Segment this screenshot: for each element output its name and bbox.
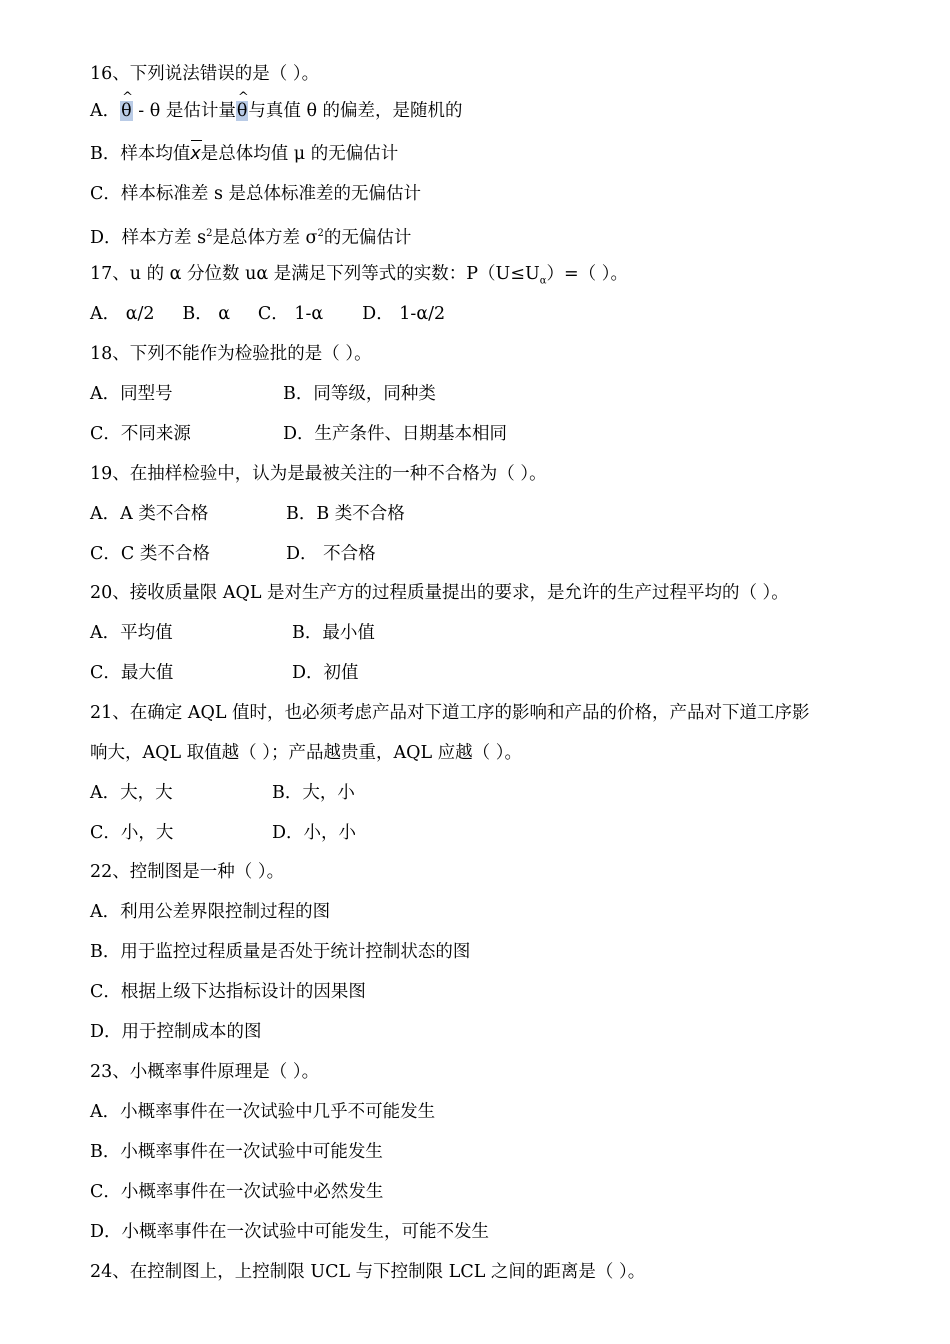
q21-option-a: A．大，大 [90, 783, 173, 803]
q22-option-b: B．用于监控过程质量是否处于统计控制状态的图 [90, 942, 471, 962]
q17-options: A． α/2 B． α C． 1-α D． 1-α/2 [90, 304, 446, 324]
q18-stem: 18、下列不能作为检验批的是（ ）。 [90, 344, 372, 364]
q23-stem: 23、小概率事件原理是（ ）。 [90, 1062, 320, 1082]
q23-option-a: A．小概率事件在一次试验中几乎不可能发生 [90, 1102, 436, 1122]
theta-hat-symbol: ^ θ [120, 101, 133, 121]
q16-option-a: A．^ θ - θ 是估计量^ θ与真值 θ 的偏差，是随机的 [90, 99, 463, 123]
q20-option-a: A．平均值 [90, 623, 173, 643]
q18-option-c: C．不同来源 [90, 424, 191, 444]
q16-option-c: C．样本标准差 s 是总体标准差的无偏估计 [90, 184, 421, 204]
q23-option-b: B．小概率事件在一次试验中可能发生 [90, 1142, 383, 1162]
q22-option-a: A．利用公差界限控制过程的图 [90, 902, 331, 922]
q20-option-b: B．最小值 [292, 623, 375, 643]
q20-option-d: D．初值 [292, 663, 359, 683]
q17-stem: 17、u 的 α 分位数 uα 是满足下列等式的实数：$P(U\le U_\alpha)=$（ ）。 [90, 264, 628, 287]
q22-option-c: C．根据上级下达指标设计的因果图 [90, 982, 366, 1002]
q16-option-d: D．样本方差 $s^2$是总体方差 $\sigma^2$的无偏估计 [90, 228, 412, 248]
q23-option-c: C．小概率事件在一次试验中必然发生 [90, 1182, 384, 1202]
q20-stem: 20、接收质量限 AQL 是对生产方的过程质量提出的要求，是允许的生产过程平均的（ ）。 [90, 583, 789, 603]
q23-option-d: D．小概率事件在一次试验中可能发生，可能不发生 [90, 1222, 490, 1242]
q19-option-d: D． 不合格 [286, 544, 376, 564]
q18-option-a: A．同型号 [90, 384, 173, 404]
q22-stem: 22、控制图是一种（ ）。 [90, 862, 285, 882]
q19-stem: 19、在抽样检验中，认为是最被关注的一种不合格为（ ）。 [90, 464, 547, 484]
q24-stem: 24、在控制图上，上控制限 UCL 与下控制限 LCL 之间的距离是（ ）。 [90, 1262, 646, 1282]
q21-option-d: D．小，小 [272, 823, 357, 843]
q22-option-d: D．用于控制成本的图 [90, 1022, 262, 1042]
q16-stem: 16、下列说法错误的是（ ）。 [90, 64, 320, 84]
q19-option-a: A．A 类不合格 [90, 504, 209, 524]
q19-option-b: B．B 类不合格 [286, 504, 405, 524]
q18-option-d: D．生产条件、日期基本相同 [283, 424, 508, 444]
q21-stem-line2: 响大，AQL 取值越（ ）；产品越贵重，AQL 应越（ ）。 [90, 743, 522, 763]
q20-option-c: C．最大值 [90, 663, 174, 683]
q21-option-b: B．大，小 [272, 783, 355, 803]
theta-hat-symbol: ^ θ [236, 101, 249, 121]
q18-option-b: B．同等级，同种类 [283, 384, 436, 404]
q16-option-b: B．样本均值x是总体均值 μ 的无偏估计 [90, 144, 399, 164]
q21-option-c: C．小，大 [90, 823, 174, 843]
x-bar-symbol: x [190, 144, 201, 164]
q21-stem-line1: 21、在确定 AQL 值时，也必须考虑产品对下道工序的影响和产品的价格，产品对下道工序影 [90, 703, 810, 723]
q19-option-c: C．C 类不合格 [90, 544, 210, 564]
